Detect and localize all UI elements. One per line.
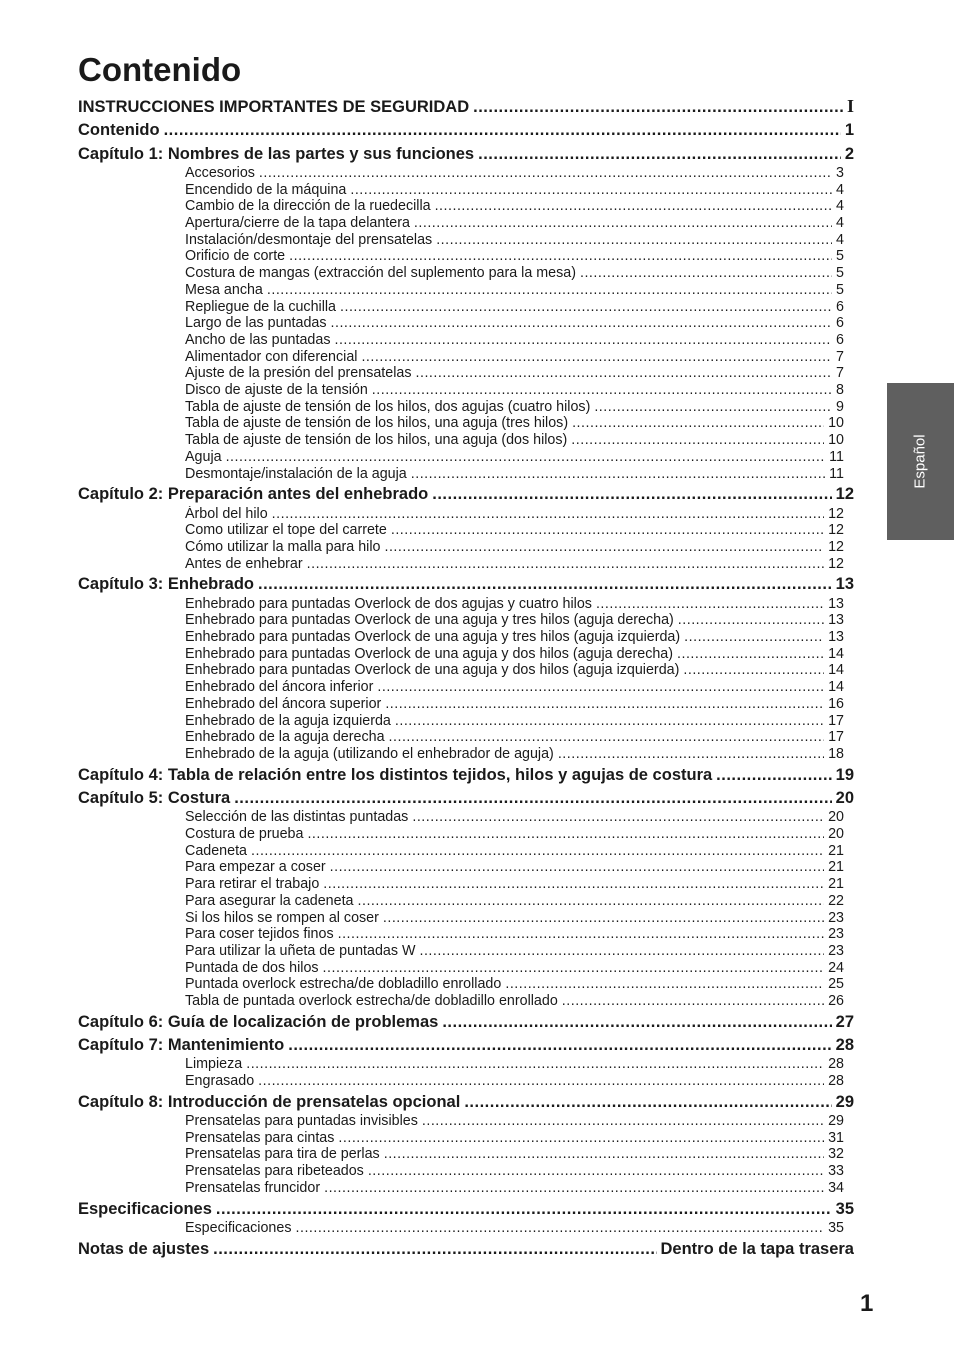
toc-entry-page: 16 <box>828 695 844 712</box>
toc-entry-label: Prensatelas para puntadas invisibles <box>185 1113 418 1130</box>
toc-entry-page: 26 <box>828 993 844 1010</box>
leader-dots <box>683 662 824 679</box>
leader-dots <box>377 679 824 696</box>
toc-entry[interactable] <box>78 910 844 927</box>
toc-entry-label: Accesorios <box>185 164 255 181</box>
toc-entry-page: 21 <box>828 842 844 859</box>
toc-entry-label: Encendido de la máquina <box>185 181 347 198</box>
toc-entry[interactable] <box>78 182 844 199</box>
toc-chapter-page: 2 <box>844 144 854 163</box>
leader-dots <box>384 1146 824 1163</box>
toc-entry-label: Enhebrado para puntadas Overlock de una aguja y dos hilos (aguja izquierda) <box>185 662 680 679</box>
toc-entry-label: Como utilizar el tope del carrete <box>185 522 387 539</box>
toc-entry-page: 5 <box>836 265 844 282</box>
toc-entry-label: Mesa ancha <box>185 281 263 298</box>
toc-entry-label: Enhebrado para puntadas Overlock de una aguja y tres hilos (aguja izquierda) <box>185 629 681 646</box>
leader-dots <box>258 1073 824 1090</box>
toc-entry[interactable] <box>78 809 844 826</box>
toc-entry-label: Enhebrado de la aguja izquierda <box>185 712 391 729</box>
leader-dots <box>340 299 832 316</box>
leader-dots <box>580 265 832 282</box>
toc-entry-label: Si los hilos se rompen al coser <box>185 909 379 926</box>
toc-entry-page: 4 <box>836 198 844 215</box>
toc-chapter-page: 35 <box>835 1199 854 1218</box>
leader-dots <box>323 876 824 893</box>
toc-entry[interactable] <box>78 679 844 696</box>
leader-dots <box>594 399 832 416</box>
leader-dots <box>411 466 825 483</box>
toc-chapter-label: Contenido <box>78 121 160 140</box>
toc-entry[interactable] <box>78 729 844 746</box>
toc-entry-page: 6 <box>836 298 844 315</box>
toc-entry-page: 13 <box>828 629 844 646</box>
toc-entry-page: 14 <box>828 662 844 679</box>
toc-chapter[interactable] <box>78 483 854 505</box>
table-of-contents <box>78 95 854 1260</box>
leader-dots <box>330 859 824 876</box>
toc-entry[interactable] <box>78 382 844 399</box>
toc-chapter-label: Capítulo 4: Tabla de relación entre los distintos tejidos, hilos y agujas de costura <box>78 765 713 784</box>
toc-entry-label: Enhebrado de la aguja derecha <box>185 729 385 746</box>
toc-entry-page: 12 <box>828 522 844 539</box>
toc-chapter[interactable] <box>78 1238 854 1260</box>
toc-entry-label: Cómo utilizar la malla para hilo <box>185 538 381 555</box>
leader-dots <box>716 764 831 786</box>
toc-entry-label: Instalación/desmontaje del prensatelas <box>185 231 433 248</box>
toc-chapter[interactable] <box>78 1034 854 1056</box>
toc-entry-label: Cambio de la dirección de la ruedecilla <box>185 198 431 215</box>
toc-entry[interactable] <box>78 1163 844 1180</box>
toc-entry[interactable] <box>78 556 844 573</box>
leader-dots <box>596 596 824 613</box>
leader-dots <box>416 365 833 382</box>
toc-entry-label: Limpieza <box>185 1056 243 1073</box>
toc-entry-page: 10 <box>828 432 844 449</box>
leader-dots <box>478 143 841 165</box>
toc-entry-label: Enhebrado del áncora superior <box>185 695 382 712</box>
leader-dots <box>562 993 824 1010</box>
toc-entry-page: 13 <box>828 612 844 629</box>
toc-entry[interactable] <box>78 365 844 382</box>
toc-entry-label: Repliegue de la cuchilla <box>185 298 337 315</box>
toc-entry-page: 35 <box>828 1219 844 1236</box>
toc-entry-page: 7 <box>836 365 844 382</box>
toc-entry[interactable] <box>78 826 844 843</box>
toc-entry-label: Enhebrado del áncora inferior <box>185 679 374 696</box>
leader-dots <box>684 629 824 646</box>
leader-dots <box>288 1034 831 1056</box>
toc-entry-page: 13 <box>828 595 844 612</box>
leader-dots <box>385 696 824 713</box>
toc-entry-page: 4 <box>836 181 844 198</box>
toc-chapter-label: Especificaciones <box>78 1199 212 1218</box>
toc-chapter[interactable] <box>78 1011 854 1033</box>
toc-entry-label: Para utilizar la uñeta de puntadas W <box>185 942 416 959</box>
leader-dots <box>442 1011 831 1033</box>
toc-entry-label: Ancho de las puntadas <box>185 331 331 348</box>
leader-dots <box>677 646 824 663</box>
language-tab-label: Español <box>912 434 929 489</box>
leader-dots <box>436 232 832 249</box>
toc-entry-label: Tabla de puntada overlock estrecha/de dobladillo enrollado <box>185 993 558 1010</box>
toc-chapter-page: I <box>846 96 854 116</box>
leader-dots <box>505 976 824 993</box>
toc-chapter[interactable] <box>78 787 854 809</box>
leader-dots <box>289 248 832 265</box>
toc-entry-label: Para coser tejidos finos <box>185 926 334 943</box>
toc-chapter-page: 27 <box>835 1012 854 1031</box>
leader-dots <box>414 215 832 232</box>
leader-dots <box>384 539 824 556</box>
toc-entry-label: Para retirar el trabajo <box>185 876 320 893</box>
toc-entry[interactable] <box>78 399 844 416</box>
toc-entry-page: 29 <box>828 1113 844 1130</box>
leader-dots <box>338 1130 824 1147</box>
toc-entry[interactable] <box>78 1056 844 1073</box>
toc-chapter[interactable] <box>78 1091 854 1113</box>
toc-entry[interactable] <box>78 215 844 232</box>
toc-chapter-label: INSTRUCCIONES IMPORTANTES DE SEGURIDAD <box>78 98 470 116</box>
toc-chapter[interactable] <box>78 1198 854 1220</box>
leader-dots <box>307 556 824 573</box>
leader-dots <box>389 729 825 746</box>
toc-entry[interactable] <box>78 662 844 679</box>
leader-dots <box>435 198 832 215</box>
leader-dots <box>267 282 832 299</box>
leader-dots <box>213 1238 656 1260</box>
toc-entry-page: 10 <box>828 415 844 432</box>
toc-chapter-page: 29 <box>835 1092 854 1111</box>
toc-entry[interactable] <box>78 612 844 629</box>
toc-chapter-label: Capítulo 5: Costura <box>78 788 231 807</box>
toc-entry[interactable] <box>78 506 844 523</box>
toc-chapter-page: 28 <box>835 1036 854 1055</box>
leader-dots <box>323 960 825 977</box>
toc-chapter-page: 20 <box>835 788 854 807</box>
toc-entry[interactable] <box>78 1073 844 1090</box>
toc-entry-page: 6 <box>836 315 844 332</box>
toc-chapter[interactable] <box>78 573 854 595</box>
toc-entry[interactable] <box>78 976 844 993</box>
toc-entry[interactable] <box>78 1180 844 1197</box>
toc-entry-page: 3 <box>836 164 844 181</box>
leader-dots <box>422 1113 824 1130</box>
toc-entry-page: 28 <box>828 1073 844 1090</box>
leader-dots <box>350 182 832 199</box>
toc-chapter-label: Capítulo 2: Preparación antes del enhebrado <box>78 485 429 504</box>
toc-entry-page: 34 <box>828 1179 844 1196</box>
toc-entry[interactable] <box>78 349 844 366</box>
toc-entry-label: Prensatelas fruncidor <box>185 1179 321 1196</box>
toc-entry[interactable] <box>78 265 844 282</box>
leader-dots <box>216 1198 832 1220</box>
toc-chapter-page: 12 <box>835 485 854 504</box>
toc-entry-label: Prensatelas para cintas <box>185 1129 335 1146</box>
toc-entry-page: 12 <box>828 555 844 572</box>
toc-entry-label: Costura de mangas (extracción del suplemento para la mesa) <box>185 265 576 282</box>
toc-entry-page: 23 <box>828 942 844 959</box>
toc-entry-label: Puntada de dos hilos <box>185 959 319 976</box>
toc-entry-page: 17 <box>828 712 844 729</box>
toc-entry-page: 4 <box>836 231 844 248</box>
toc-entry-page: 11 <box>829 448 844 465</box>
toc-entry-label: Enhebrado para puntadas Overlock de dos agujas y cuatro hilos <box>185 595 592 612</box>
leader-dots <box>419 943 824 960</box>
toc-entry-label: Cadeneta <box>185 842 248 859</box>
toc-entry-page: 12 <box>828 538 844 555</box>
toc-entry-label: Largo de las puntadas <box>185 315 327 332</box>
toc-entry[interactable] <box>78 629 844 646</box>
toc-entry-page: 21 <box>828 876 844 893</box>
toc-entry[interactable] <box>78 315 844 332</box>
toc-entry[interactable] <box>78 746 844 763</box>
toc-entry[interactable] <box>78 993 844 1010</box>
toc-entry-label: Engrasado <box>185 1073 255 1090</box>
toc-entry[interactable] <box>78 299 844 316</box>
toc-entry-page: 5 <box>836 248 844 265</box>
toc-entry-label: Para asegurar la cadeneta <box>185 892 354 909</box>
toc-entry-label: Enhebrado de la aguja (utilizando el enhebrador de aguja) <box>185 745 554 762</box>
leader-dots <box>334 332 832 349</box>
leader-dots <box>296 1220 825 1237</box>
toc-entry-label: Árbol del hilo <box>185 505 268 522</box>
toc-entry-label: Ajuste de la presión del prensatelas <box>185 365 412 382</box>
leader-dots <box>558 746 824 763</box>
page-number: 1 <box>860 1290 874 1317</box>
toc-entry-page: 11 <box>829 465 844 482</box>
leader-dots <box>464 1091 831 1113</box>
toc-entry[interactable] <box>78 713 844 730</box>
leader-dots <box>383 910 824 927</box>
toc-chapter[interactable] <box>78 143 854 165</box>
toc-entry-label: Enhebrado para puntadas Overlock de una aguja y tres hilos (aguja derecha) <box>185 612 674 629</box>
toc-entry-label: Prensatelas para tira de perlas <box>185 1146 380 1163</box>
toc-entry-page: 22 <box>828 892 844 909</box>
toc-entry[interactable] <box>78 646 844 663</box>
leader-dots <box>164 119 841 141</box>
leader-dots <box>338 926 824 943</box>
toc-entry-label: Tabla de ajuste de tensión de los hilos, una aguja (tres hilos) <box>185 415 569 432</box>
toc-entry[interactable] <box>78 596 844 613</box>
toc-chapter-label: Capítulo 3: Enhebrado <box>78 575 255 594</box>
leader-dots <box>324 1180 824 1197</box>
toc-entry-label: Antes de enhebrar <box>185 555 303 572</box>
toc-entry-label: Selección de las distintas puntadas <box>185 809 409 826</box>
toc-entry-page: 31 <box>828 1129 844 1146</box>
toc-entry-label: Puntada overlock estrecha/de dobladillo enrollado <box>185 976 502 993</box>
toc-entry-page: 24 <box>828 959 844 976</box>
leader-dots <box>572 415 824 432</box>
toc-entry[interactable] <box>78 232 844 249</box>
toc-entry-page: 12 <box>828 505 844 522</box>
toc-entry-page: 23 <box>828 926 844 943</box>
toc-entry[interactable] <box>78 165 844 182</box>
leader-dots <box>272 506 824 523</box>
leader-dots <box>307 826 824 843</box>
leader-dots <box>372 382 832 399</box>
leader-dots <box>331 315 833 332</box>
toc-entry-page: 6 <box>836 331 844 348</box>
toc-entry-label: Enhebrado para puntadas Overlock de una aguja y dos hilos (aguja derecha) <box>185 645 674 662</box>
toc-chapter-page: Dentro de la tapa trasera <box>660 1239 854 1258</box>
toc-entry-label: Desmontaje/instalación de la aguja <box>185 465 407 482</box>
toc-entry-page: 4 <box>836 215 844 231</box>
toc-entry[interactable] <box>78 843 844 860</box>
toc-entry[interactable] <box>78 432 844 449</box>
toc-chapter[interactable] <box>78 119 854 141</box>
toc-entry[interactable] <box>78 696 844 713</box>
page-title: Contenido <box>78 51 242 88</box>
toc-entry-page: 33 <box>828 1163 844 1180</box>
toc-entry[interactable] <box>78 332 844 349</box>
toc-chapter-label: Capítulo 8: Introducción de prensatelas opcional <box>78 1092 461 1111</box>
toc-entry[interactable] <box>78 943 844 960</box>
leader-dots <box>473 96 843 118</box>
leader-dots <box>678 612 824 629</box>
toc-entry-label: Tabla de ajuste de tensión de los hilos, dos agujas (cuatro hilos) <box>185 398 591 415</box>
leader-dots <box>361 349 832 366</box>
leader-dots <box>391 522 824 539</box>
toc-entry-page: 20 <box>828 809 844 826</box>
toc-chapter-page: 19 <box>835 765 854 784</box>
toc-entry[interactable] <box>78 1146 844 1163</box>
toc-entry-label: Costura de prueba <box>185 825 304 842</box>
leader-dots <box>395 713 824 730</box>
leader-dots <box>246 1056 824 1073</box>
toc-entry-page: 21 <box>828 859 844 876</box>
toc-entry-page: 23 <box>828 909 844 926</box>
toc-entry[interactable] <box>78 282 844 299</box>
toc-chapter-page: 13 <box>835 575 854 594</box>
toc-entry-page: 14 <box>828 679 844 696</box>
leader-dots <box>412 809 824 826</box>
toc-entry-label: Apertura/cierre de la tapa delantera <box>185 215 410 231</box>
toc-entry[interactable] <box>78 926 844 943</box>
toc-entry-label: Disco de ajuste de la tensión <box>185 382 368 399</box>
toc-entry[interactable] <box>78 1130 844 1147</box>
toc-entry[interactable] <box>78 893 844 910</box>
leader-dots <box>258 573 832 595</box>
leader-dots <box>234 787 831 809</box>
toc-entry[interactable] <box>78 859 844 876</box>
toc-entry-label: Orificio de corte <box>185 248 286 265</box>
toc-entry-page: 5 <box>836 281 844 298</box>
toc-entry-label: Especificaciones <box>185 1219 292 1236</box>
toc-entry[interactable] <box>78 960 844 977</box>
leader-dots <box>226 449 826 466</box>
toc-entry-page: 7 <box>836 348 844 365</box>
toc-entry-page: 17 <box>828 729 844 746</box>
toc-entry[interactable] <box>78 248 844 265</box>
toc-entry[interactable] <box>78 466 844 483</box>
leader-dots <box>251 843 824 860</box>
leader-dots <box>432 483 831 505</box>
toc-chapter-label: Capítulo 7: Mantenimiento <box>78 1036 285 1055</box>
toc-chapter-label: Notas de ajustes <box>78 1239 210 1258</box>
toc-chapter-page: 1 <box>844 121 854 140</box>
toc-entry-page: 8 <box>836 382 844 399</box>
toc-entry-page: 9 <box>836 398 844 415</box>
toc-chapter[interactable] <box>78 95 854 118</box>
leader-dots <box>259 165 832 182</box>
toc-entry-page: 18 <box>828 745 844 762</box>
toc-entry-label: Tabla de ajuste de tensión de los hilos, una aguja (dos hilos) <box>185 432 568 449</box>
toc-entry[interactable] <box>78 449 844 466</box>
toc-entry-label: Aguja <box>185 448 222 465</box>
toc-entry-label: Alimentador con diferencial <box>185 348 358 365</box>
toc-entry[interactable] <box>78 876 844 893</box>
toc-entry-page: 14 <box>828 645 844 662</box>
toc-entry-page: 20 <box>828 825 844 842</box>
leader-dots <box>571 432 824 449</box>
toc-entry-page: 28 <box>828 1056 844 1073</box>
toc-entry[interactable] <box>78 539 844 556</box>
toc-entry[interactable] <box>78 415 844 432</box>
toc-entry-label: Para empezar a coser <box>185 859 326 876</box>
toc-entry[interactable] <box>78 1220 844 1237</box>
toc-entry[interactable] <box>78 522 844 539</box>
leader-dots <box>358 893 825 910</box>
toc-entry-page: 32 <box>828 1146 844 1163</box>
toc-chapter-label: Capítulo 1: Nombres de las partes y sus funciones <box>78 144 475 163</box>
toc-chapter[interactable] <box>78 764 854 786</box>
leader-dots <box>368 1163 824 1180</box>
toc-entry-page: 25 <box>828 976 844 993</box>
toc-entry[interactable] <box>78 198 844 215</box>
toc-entry[interactable] <box>78 1113 844 1130</box>
language-tab <box>887 383 954 540</box>
toc-chapter-label: Capítulo 6: Guía de localización de problemas <box>78 1012 439 1031</box>
toc-entry-label: Prensatelas para ribeteados <box>185 1163 364 1180</box>
